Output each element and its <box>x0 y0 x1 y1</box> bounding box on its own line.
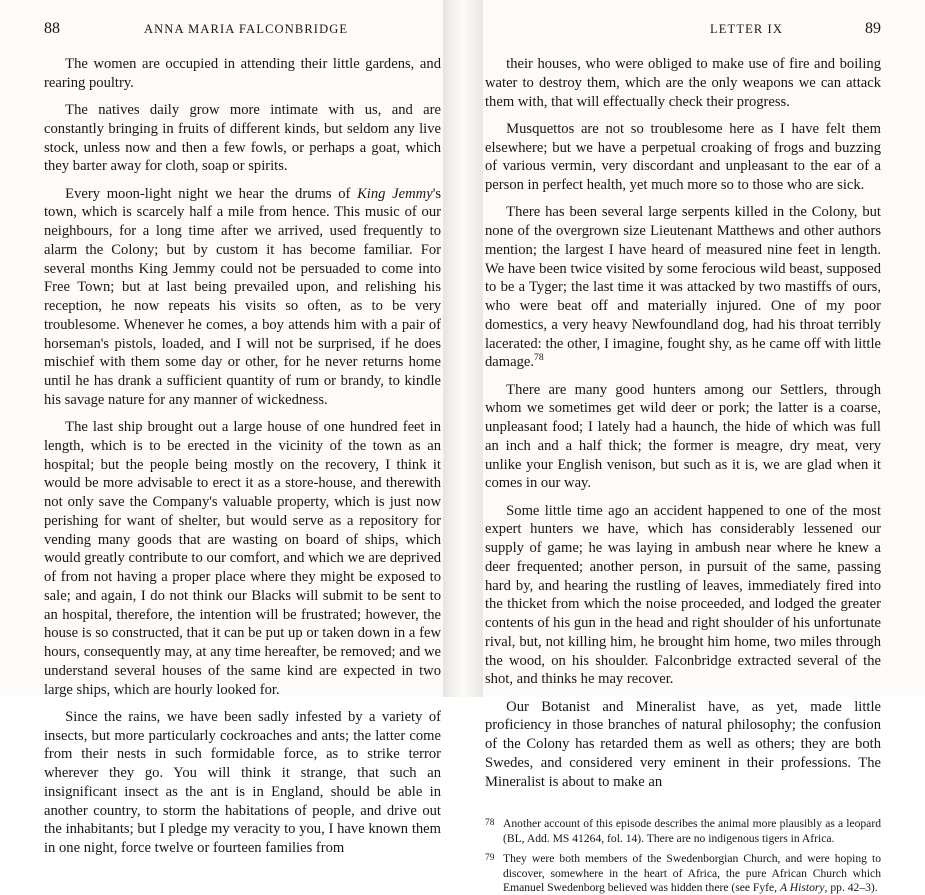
footnote-marker[interactable]: 78 <box>534 352 544 364</box>
footnote <box>485 817 881 846</box>
page-number-left: 88 <box>44 20 60 37</box>
paragraph <box>485 203 881 372</box>
paragraph: The women are occupied in attending their little gardens, and rearing poultry. <box>44 56 441 91</box>
running-head-right <box>485 20 881 36</box>
paragraph <box>485 698 881 792</box>
paragraph <box>44 185 441 410</box>
right-page <box>463 0 925 894</box>
running-head-title-right: LETTER IX <box>710 22 783 36</box>
left-page <box>0 0 463 856</box>
paragraph: their houses, who were obliged to make use of fire and boiling water to destroy them, which are the only weapons we can attack them with, that will effectually check their progress. <box>485 56 881 110</box>
page-number-right: 89 <box>865 20 881 37</box>
paragraph: Some little time ago an accident happened to one of the most expert hunters we have, which has considerably lessened our supply of game; he was laying in ambush near where he knew a deer frequented; another person, in pursuit of the same, passing hard by, and hearing the rustling of leaves, immediately fired into the thicket from which the noise proceeded, and lodged the greater contents of his gun in the head and right shoulder of his unfortunate rival, but, not killing him, he brought him home, two miles through the wood, on his shoulder. Falconbridge extracted several of the shot, and thinks he may recover. <box>485 502 881 688</box>
paragraph: The natives daily grow more intimate with us, and are constantly bringing in fruits of different kinds, but seldom any live stock, unless now and then a few fowls, or perhaps a goat, which they barter away for cloth, soap or spirits. <box>44 102 441 175</box>
paragraph: The last ship brought out a large house of one hundred feet in length, which is to be erected in the vicinity of the town as an hospital; but the people being mostly on the recovery, I think it would be more advisable to erect it as a store-house, and therewith not only save the Company's valuable property, which is just now perishing for want of shelter, but would serve as a repository for vending many goods that are wasting on board of ships, which would greatly contribute to our comfort, and which we are deprived of from not having a proper place where they might be exposed to sale; and again, I do not think our Blacks will submit to be sent to an hospital, therefore, the intention will be frustrated; however, the house is so constructed, that it can be put up or taken down in a few hours, consequently may, at any time hereafter, be removed; and we understand several houses of the same kind are expected in two large ships, which are hourly looked for. <box>44 419 441 698</box>
footnotes <box>485 805 881 895</box>
paragraph: Musquettos are not so troublesome here as I have felt them elsewhere; but we have a perpetual croaking of frogs and buzzing of various vermin, very discordant and unpleasant to the ear of a person in perfect health, yet much more so to those who are sick. <box>485 120 881 193</box>
footnote-number: 79 <box>485 853 495 864</box>
paragraph: Since the rains, we have been sadly infested by a variety of insects, but more particularly cockroaches and ants; the latter come from their nests in such formidable force, as to strike terror wherever they go. You will think it strange, that such an insignificant insect as the ant is in England, should be able in another country, to storm the habitations of people, and drive out the inhabitants; but I pledge my veracity to you, I have known them in one night, force twelve or fourteen families from <box>44 708 441 856</box>
paragraph-text: Every moon-light night we hear the drums of King Jemmy's town, which is scarcely half a mile from hence. This music of our neighbours, for a long time after we arrived, used frequently to alarm the Colony; but by custom it has become familiar. For several months King Jemmy could not be persuaded to come into Free Town; but at last being prevailed upon, and relishing his reception, he now repeats his visits so often, as to be very troublesome. Whenever he comes, a boy attends him with a pair of horseman's pistols, loaded, and I will not be surprised, if he does mischief with them some day or other, for he never returns home until he has drank a sufficient quantity of rum or brandy, to kindle his savage nature for any manner of wickedness. <box>44 185 441 408</box>
running-head-left <box>44 20 441 36</box>
paragraph: There are many good hunters among our Settlers, through whom we sometimes get wild deer or pork; the latter is a coarse, unpleasant food; I lately had a haunch, the hide of which was full an inch and a half thick; the former is meagre, dry meat, very unlike your English venison, but such as it is, we are glad when it comes in our way. <box>485 381 881 492</box>
footnote <box>485 852 881 895</box>
right-page-body <box>485 55 881 791</box>
footnote-number: 78 <box>485 818 495 829</box>
footnote-text: Another account of this episode describes the animal more plausibly as a leopard (BL, Add. MS 41264, fol. 14). There are no indigenous tigers in Africa. <box>503 817 881 845</box>
paragraph-text: Our Botanist and Mineralist have, as yet, made little proficiency in those branches of natural philosophy; the confusion of the Colony has retarded them as well as others; they are both Swedes, and considered very eminent in their professions. The Mineralist is about to make an <box>485 698 881 790</box>
left-page-body <box>44 55 441 858</box>
paragraph-text: There has been several large serpents killed in the Colony, but none of the overgrown size Lieutenant Matthews and other authors mention; the largest I have heard of measured nine feet in length. We have been twice visited by some ferocious wild beast, supposed to be a Tyger; the last time it was attacked by two mastiffs of ours, who were beat off and materially injured. One of my poor domestics, a very heavy Newfoundland dog, had his throat terribly lacerated: the other, I imagine, fought shy, as he came off with little damage. <box>485 204 881 371</box>
running-head-title-left: ANNA MARIA FALCONBRIDGE <box>144 22 349 36</box>
footnote-text: They were both members of the Swedenborgian Church, and were hoping to discover, somewhere in the heart of Africa, the pure African Church which Emanuel Swedenborg believed was hidden there (see Fyfe, A History, pp. 42–3). <box>503 852 881 894</box>
